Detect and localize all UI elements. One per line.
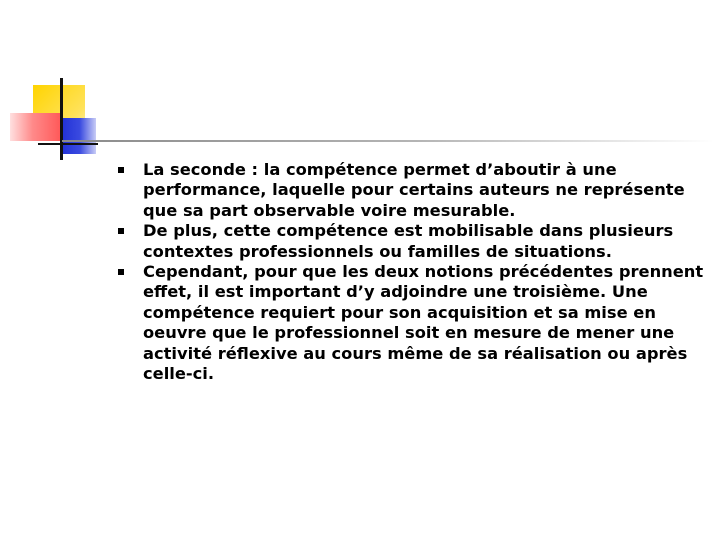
bullet-item	[118, 160, 718, 221]
bullet-list	[118, 160, 718, 384]
bullet-text: Cependant, pour que les deux notions précédentes prennent effet, il est important d’y adjoindre une troisième. Une compétence requiert pour son acquisition et sa mise en oeuvre que le professionnel soit en mesure de mener une activité réflexive au cours même de sa réalisation ou après celle-ci.	[143, 262, 704, 384]
decorative-horizontal-line	[38, 143, 98, 145]
square-bullet-icon	[118, 167, 124, 173]
bullet-text: La seconde : la compétence permet d’aboutir à une performance, laquelle pour certains auteurs ne représente que sa part observable voire mesurable.	[143, 160, 685, 220]
bullet-text: De plus, cette compétence est mobilisable dans plusieurs contextes professionnels ou familles de situations.	[143, 221, 674, 261]
bullet-item	[118, 262, 718, 384]
square-bullet-icon	[118, 269, 124, 275]
title-divider-line	[62, 140, 714, 142]
square-bullet-icon	[118, 228, 124, 234]
decorative-logo	[0, 0, 120, 170]
decorative-vertical-line	[60, 78, 63, 160]
decorative-red-bar	[10, 113, 60, 141]
decorative-blue-square	[60, 118, 96, 154]
bullet-item	[118, 221, 718, 262]
